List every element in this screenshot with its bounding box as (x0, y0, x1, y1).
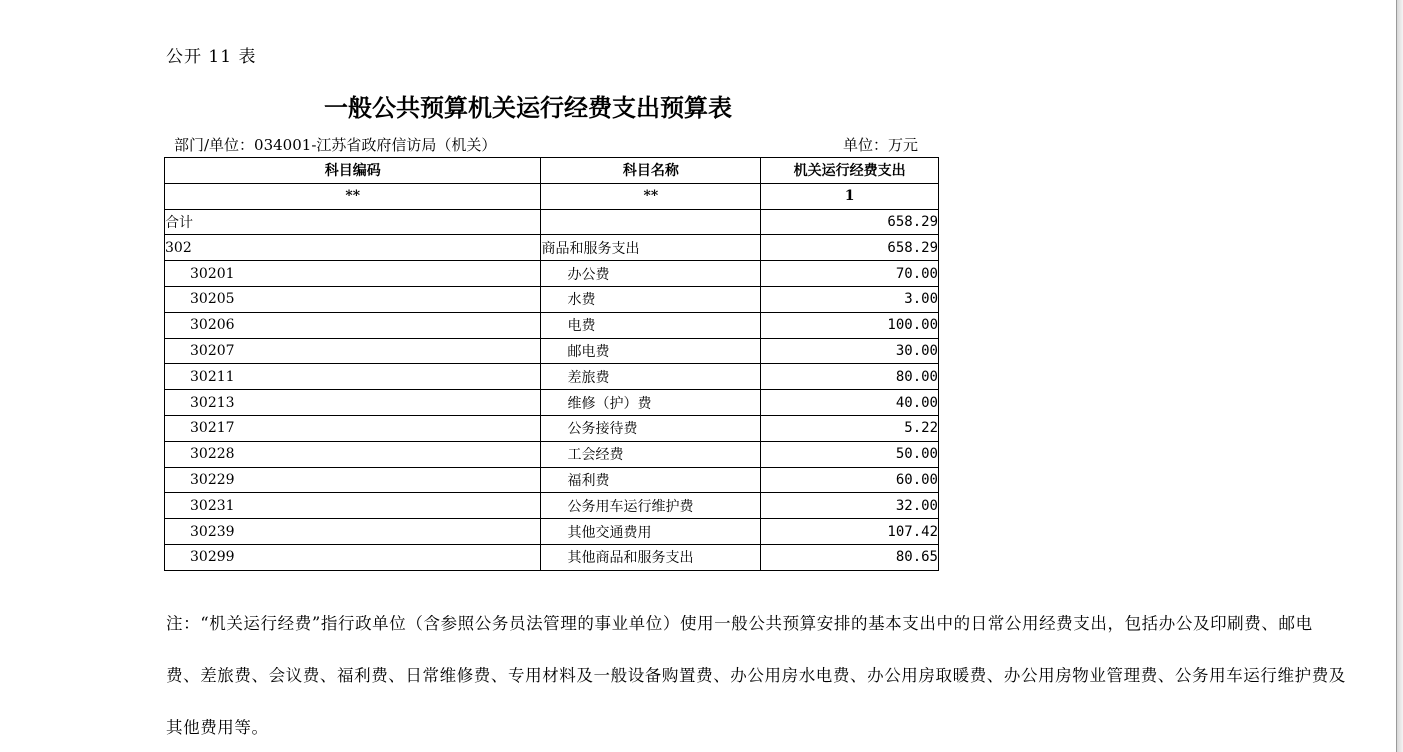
subject-code-cell: 30299 (165, 544, 541, 570)
index-cell-name: ** (541, 183, 761, 209)
amount-cell: 3.00 (761, 286, 939, 312)
amount-cell: 30.00 (761, 338, 939, 364)
subject-name-cell: 邮电费 (541, 338, 761, 364)
header-subject-code: 科目编码 (165, 158, 541, 184)
footnote: 注：“机关运行经费”指行政单位（含参照公务员法管理的事业单位）使用一般公共预算安排的基本支出中的日常公用经费支出，包括办公及印刷费、邮电费、差旅费、会议费、福利费、日常维修费、专用材料及一般设备购置费、办公用房水电费、办公用房取暖费、办公用房物业管理费、公务用车运行维护费及其他费用等。 (166, 614, 1346, 737)
subject-name-cell: 其他商品和服务支出 (541, 544, 761, 570)
subject-code-cell: 30231 (165, 493, 541, 519)
table-row (165, 441, 939, 467)
subject-code-cell: 30207 (165, 338, 541, 364)
amount-cell: 60.00 (761, 467, 939, 493)
amount-cell: 40.00 (761, 390, 939, 416)
table-row (165, 544, 939, 570)
amount-cell: 80.65 (761, 544, 939, 570)
amount-cell: 658.29 (761, 235, 939, 261)
table-row (165, 312, 939, 338)
subject-name-cell (541, 209, 761, 235)
index-cell-code: ** (165, 183, 541, 209)
document-title: 一般公共预算机关运行经费支出预算表 (324, 94, 732, 122)
table-row (165, 519, 939, 545)
table-row (165, 415, 939, 441)
page-edge-shadow (1397, 0, 1403, 752)
table-row (165, 493, 939, 519)
subject-code-cell: 30206 (165, 312, 541, 338)
amount-cell: 70.00 (761, 261, 939, 287)
amount-cell: 80.00 (761, 364, 939, 390)
header-operating-expense: 机关运行经费支出 (761, 158, 939, 184)
subject-code-cell: 30213 (165, 390, 541, 416)
table-row (165, 467, 939, 493)
subject-code-cell: 30217 (165, 415, 541, 441)
table-row (165, 209, 939, 235)
amount-cell: 100.00 (761, 312, 939, 338)
subject-code-cell: 30239 (165, 519, 541, 545)
subject-name-cell: 公务接待费 (541, 415, 761, 441)
amount-cell: 658.29 (761, 209, 939, 235)
unit-label: 单位：万元 (843, 136, 919, 154)
subject-name-cell: 其他交通费用 (541, 519, 761, 545)
subject-name-cell: 工会经费 (541, 441, 761, 467)
subject-name-cell: 差旅费 (541, 364, 761, 390)
budget-table (164, 157, 939, 571)
department-label: 部门/单位：034001-江苏省政府信访局（机关） (174, 136, 497, 154)
amount-cell: 5.22 (761, 415, 939, 441)
subject-name-cell: 办公费 (541, 261, 761, 287)
subject-name-cell: 商品和服务支出 (541, 235, 761, 261)
index-cell-amount: 1 (761, 183, 939, 209)
subject-name-cell: 福利费 (541, 467, 761, 493)
subject-code-cell: 合计 (165, 209, 541, 235)
table-id: 公开 11 表 (166, 47, 257, 67)
subject-name-cell: 维修（护）费 (541, 390, 761, 416)
amount-cell: 50.00 (761, 441, 939, 467)
table-row (165, 338, 939, 364)
amount-cell: 32.00 (761, 493, 939, 519)
index-row (165, 183, 939, 209)
amount-cell: 107.42 (761, 519, 939, 545)
table-row (165, 286, 939, 312)
table-row (165, 235, 939, 261)
subject-code-cell: 30205 (165, 286, 541, 312)
subject-code-cell: 30211 (165, 364, 541, 390)
table-row (165, 261, 939, 287)
table-row (165, 364, 939, 390)
table-row (165, 390, 939, 416)
header-row (165, 158, 939, 184)
subject-code-cell: 30201 (165, 261, 541, 287)
header-subject-name: 科目名称 (541, 158, 761, 184)
subject-code-cell: 302 (165, 235, 541, 261)
subject-name-cell: 公务用车运行维护费 (541, 493, 761, 519)
subject-code-cell: 30229 (165, 467, 541, 493)
subject-code-cell: 30228 (165, 441, 541, 467)
subject-name-cell: 水费 (541, 286, 761, 312)
subject-name-cell: 电费 (541, 312, 761, 338)
